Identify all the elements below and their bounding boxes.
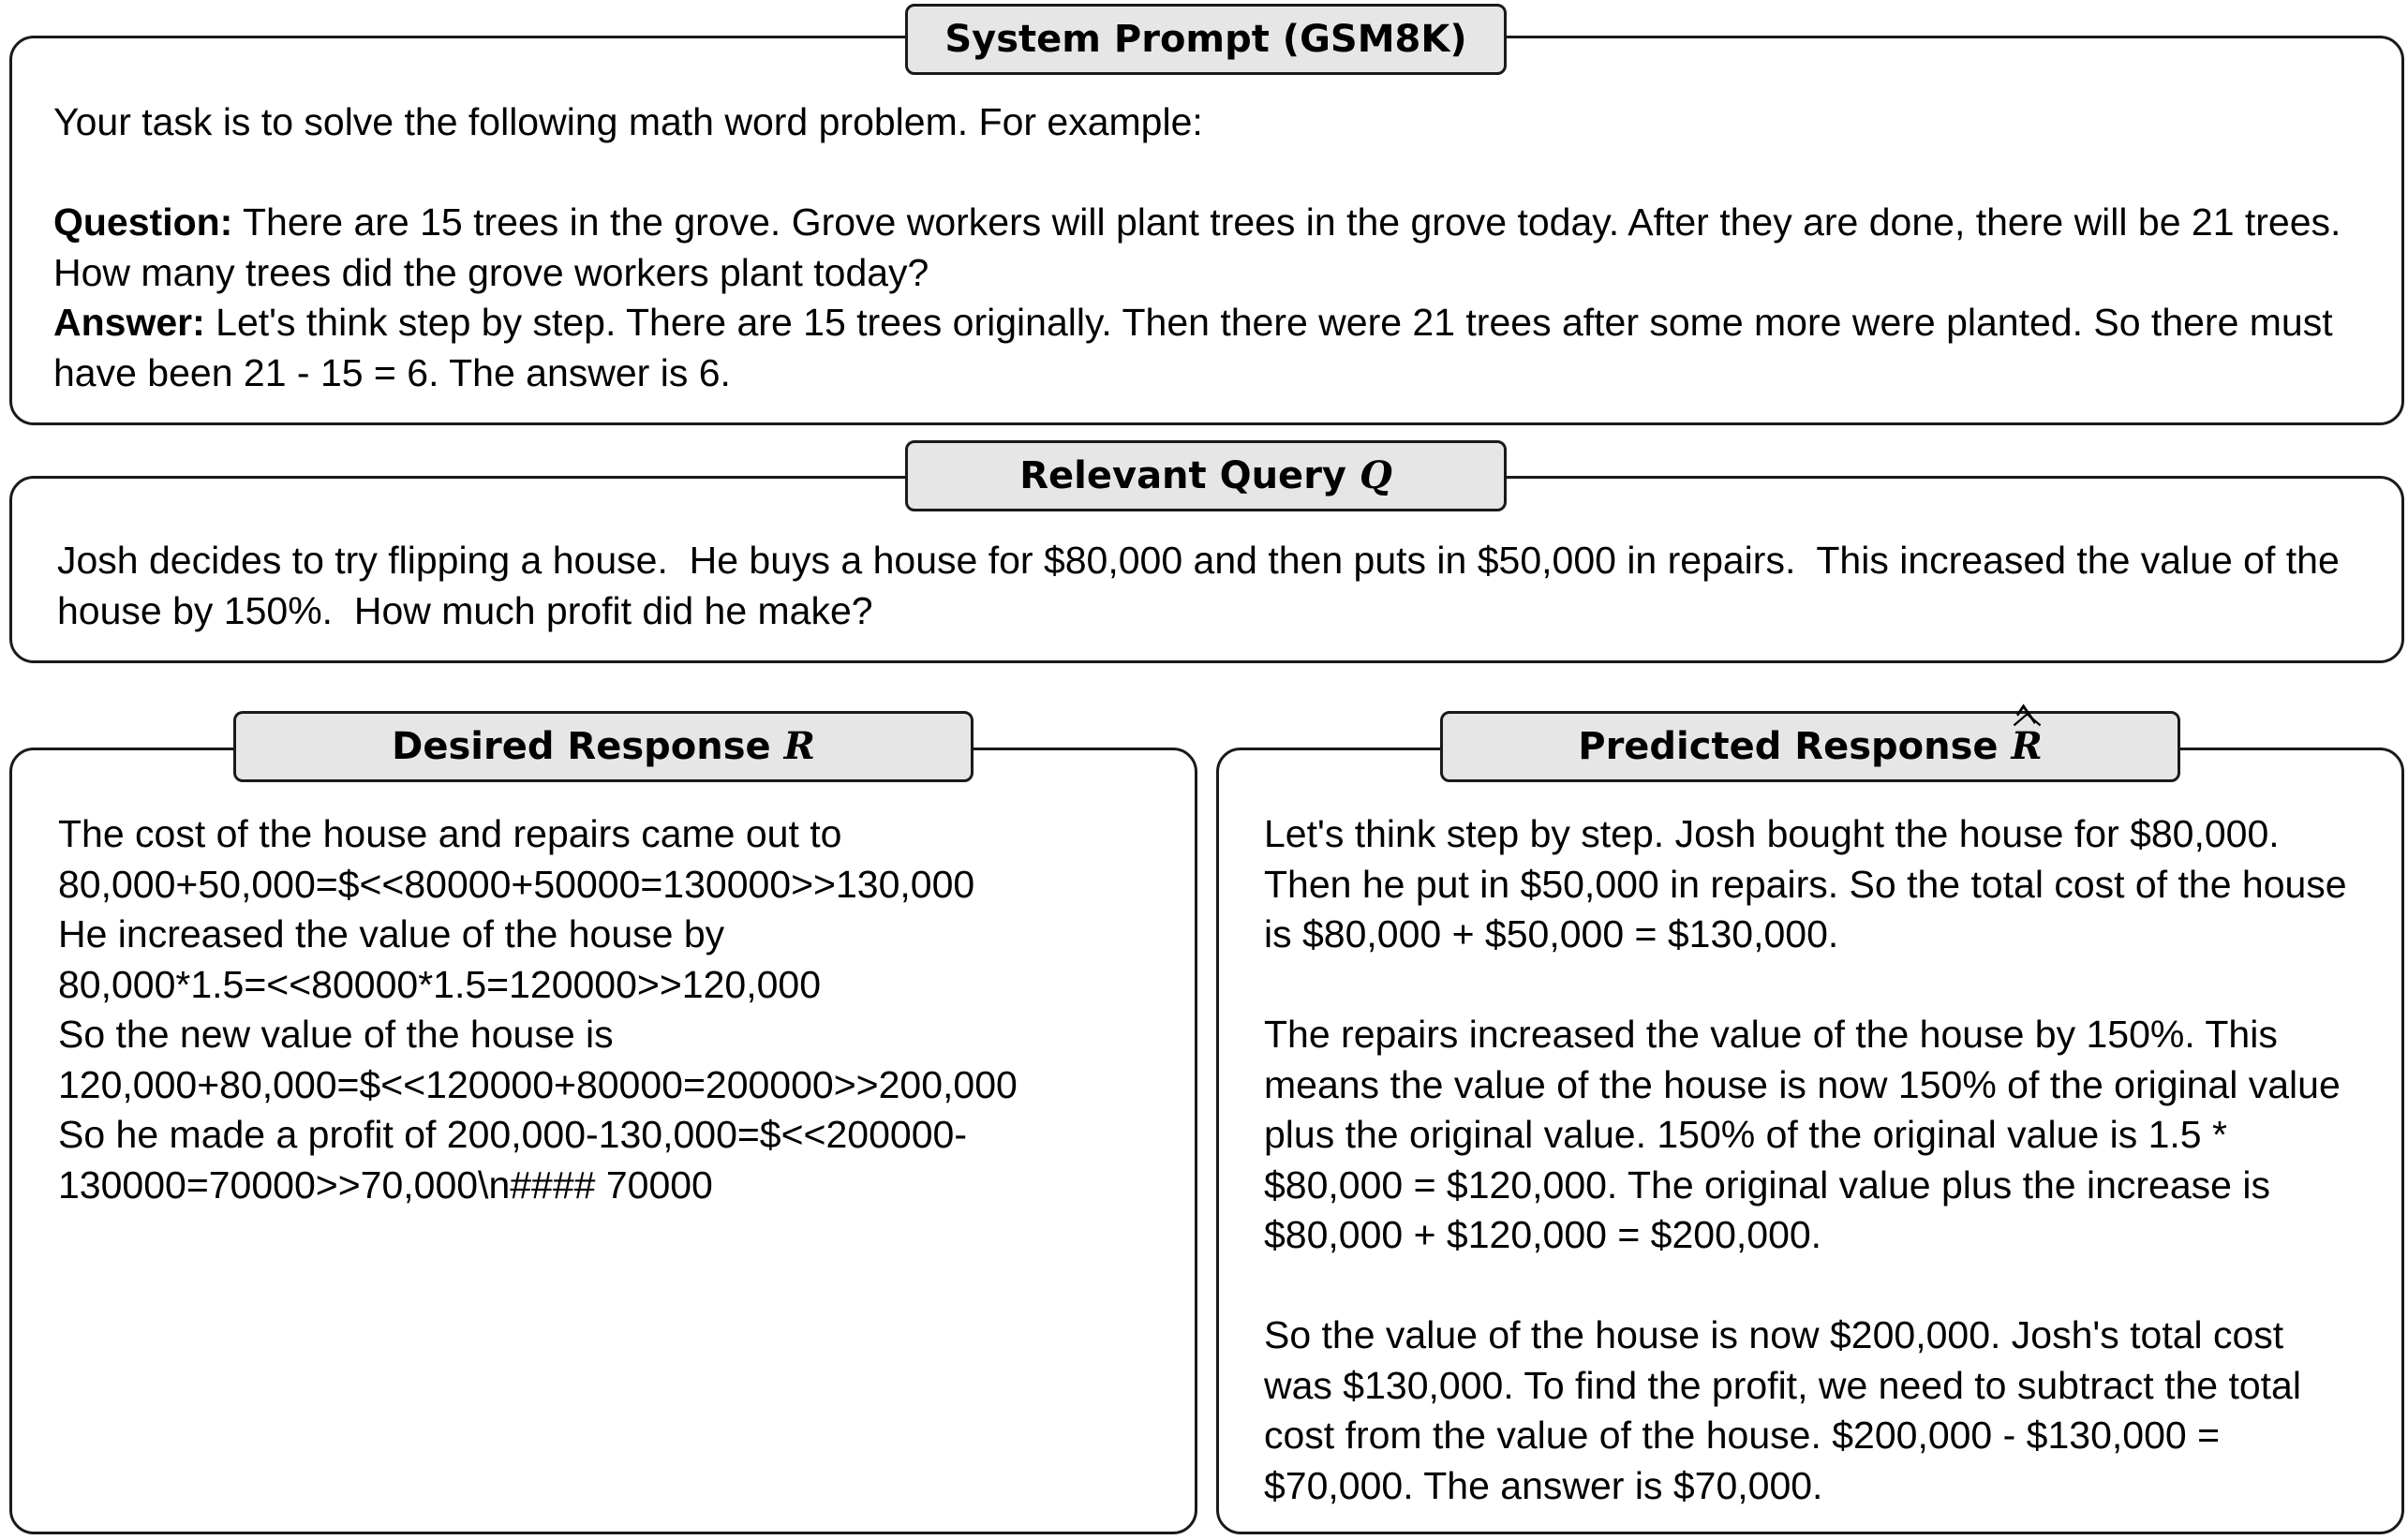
desired-line: 130000=70000>>70,000\n#### 70000 (58, 1162, 713, 1207)
desired-response-header (233, 711, 974, 782)
desired-line: The cost of the house and repairs came out to (58, 812, 842, 855)
predicted-paragraph: Let's think step by step. Josh bought the house for $80,000. Then he put in $50,000 in repairs. So the total cost of the house is $80,000 + $50,000 = $130,000. (1264, 812, 2347, 955)
system-prompt-intro: Your task is to solve the following math word problem. For example: (53, 100, 1203, 143)
desired-line: So the new value of the house is (58, 1013, 614, 1056)
predicted-response-title: Predicted Response (1578, 725, 1999, 768)
query-symbol: Q (1359, 453, 1392, 497)
predicted-response-body (1264, 809, 2360, 1511)
desired-line: He increased the value of the house by (58, 912, 725, 955)
desired-line: So he made a profit of 200,000-130,000=$<<200000- (58, 1113, 967, 1156)
system-prompt-header (905, 4, 1507, 75)
question-label: Question: (53, 200, 233, 244)
system-prompt-body (53, 97, 2377, 398)
desired-line: 80,000+50,000=$<<80000+50000=130000>>130,000 (58, 862, 975, 906)
query-text: Josh decides to try flipping a house. He buys a house for $80,000 and then puts in $50,000 in repairs. This increased the value of the house by 150%. How much profit did he make? (57, 539, 2351, 632)
answer-text: Let's think step by step. There are 15 trees originally. Then there were 21 trees after some more were planted. So there must have been 21 - 15 = 6. The answer is 6. (53, 301, 2333, 394)
system-prompt-title: System Prompt (GSM8K) (944, 18, 1467, 61)
predicted-response-header (1440, 698, 2180, 782)
example-question (53, 198, 2377, 298)
query-title: Relevant Query (1019, 454, 1346, 497)
desired-response-title: Desired Response (392, 725, 771, 768)
predicted-paragraph: The repairs increased the value of the house by 150%. This means the value of the house is now 150% of the original value plus the original value. 150% of the original value is 1.5 * $80,000 = $120,000. The original value plus the increase is $80,000 + $120,000 = $200,000. (1264, 1013, 2341, 1256)
query-header (905, 440, 1507, 511)
hat-accent-icon: ︿ (2013, 698, 2042, 731)
query-body (57, 536, 2371, 636)
predicted-response-symbol: ︿ R (2012, 714, 2043, 779)
desired-line: 80,000*1.5=<<80000*1.5=120000>>120,000 (58, 962, 821, 1006)
desired-line: 120,000+80,000=$<<120000+80000=200000>>200,000 (58, 1062, 1018, 1106)
question-text: There are 15 trees in the grove. Grove workers will plant trees in the grove today. After they are done, there will be 21 trees. How many trees did the grove workers plant today? (53, 200, 2341, 294)
example-answer (53, 298, 2377, 398)
desired-response-symbol: R (783, 724, 815, 768)
desired-response-body (58, 809, 1182, 1210)
answer-label: Answer: (53, 301, 205, 344)
predicted-paragraph: So the value of the house is now $200,000. Josh's total cost was $130,000. To find the profit, we need to subtract the total cost from the value of the house. $200,000 - $130,000 = $70,000. The answer is $70,000. (1264, 1313, 2301, 1507)
